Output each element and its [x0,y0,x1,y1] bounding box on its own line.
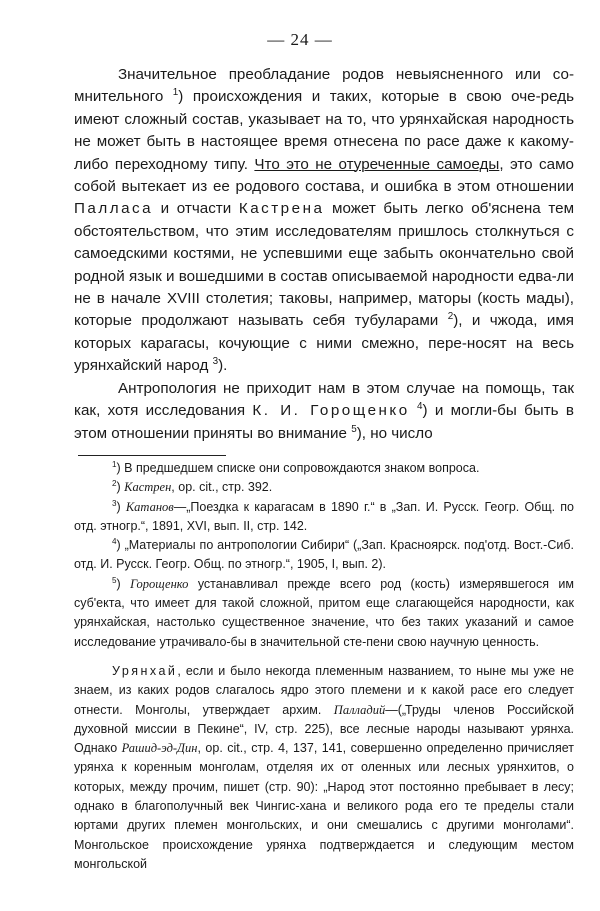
footnote-4-mark: 4 [112,537,117,547]
footnote-ref-5: 5 [351,423,357,435]
footnote-3-text: —„Поездка к карагасам в 1890 г.“ в „Зап. И. Русск. Геогр. Общ. по отд. этногр.“, 1891, XVI, вып. II, стр. 142. [74,499,575,533]
p1-text-f: может быть легко об'яснена тем обстоятельством, что этим исследователям пришлось столкнуться с самоедскими костями, не успевшими еще забыть окончательно свой родной язык и вошедшими в состав описываемой народности едва-ли не в начале XVIII столетия; таковы, например, маторы (кость мады), которые продолжают называть себя тубуларами [74,200,575,330]
p1-text-g: ), и чжода, имя которых карагасы, кочующие с ними смежно, пере-носят на весь урянхайский народ [74,312,574,375]
p1-text-h: ). [218,357,228,375]
footnote-5-mark: 5 [112,575,117,585]
p1-text-e: и отчасти [153,200,239,218]
paragraph-1 [74,64,574,378]
footnote-5-text: устанавливал прежде всего род (кость) измерявшегося им суб'екта, что имеет для такой сложной, притом еще слагающейся народности, как урянхайская, настолько существенное значение, что без таких указаний и самое исследование утрачивало-бы в значительной сте-пени свою научную ценность. [74,576,574,649]
cont-text-c: , op. cit., стр. 4, 137, 141, совершенно определенно причисляет урянха к коренным монголам, отделяя их от оленных или лесных урянхитов, о которых, между прочим, пишет (стр. 90): „Народ этот постоянно пребывает в лесу; однако в благополучный век Чингис-хана и великого рода его те пределы стали юртами других племен монгольских, и они смешались с другими монголами“. Монгольское происхождение урянха подтверждается и следующим местом монгольской [74,741,574,871]
footnote-ref-3: 3 [212,356,219,368]
footnote-2-mark: 2 [112,479,117,489]
p1-text-d: , это само собой вытекает из ее родового состава, и ошибка в этом отношении [74,155,574,196]
p2-text-b: ) и могли-бы быть в этом отношении приняты во внимание [74,402,574,442]
footnote-ref-4: 4 [417,401,423,413]
footnote-divider [78,455,226,456]
footnote-2-author: Кастрен [124,480,172,495]
footnote-2-text: , op. cit., стр. 392. [171,480,273,495]
footnote-3-author: Катанов [125,499,174,514]
footnote-3: $^3$) Катанов—„Поездка к карагасам в 1890 г.“ в „Зап. И. Русск. Геогр. Общ. по отд. этногр.“, 1891, XVI, вып. II, стр. 142. [74,498,575,533]
paragraph-2 [74,378,574,445]
name-goroshchenko: К. И. Горощенко [252,402,410,420]
p1-text-a: Значительное преобладание родов невыясненного или со-мнительного [74,66,574,106]
footnote-2: $^2$) Кастрен, op. cit., стр. 392. [112,479,273,495]
footnote-1-mark: 1 [112,459,117,469]
footnote-ref-1: 1 [172,87,179,99]
cont-text-b: —(„Труды членов Российской духовной миссии в Пекине“, IV, стр. 225), все лесные народы называют урянха. Однако [74,702,574,756]
footnote-1-text: ) В предшедшем списке они сопровождаются знаком вопроса. [116,461,480,475]
main-text [74,64,574,445]
name-rashid: Рашид-эд-Дин [121,741,198,756]
name-kastren: Кастрена [238,200,325,218]
term-urianhai: Урянхай [112,663,178,678]
name-pallas: Палласа [74,200,154,218]
footnote-ref-2: 2 [447,311,454,323]
footnote-continuation [74,662,574,874]
footnote-5: $^5$) Горощенко устанавливал прежде всего род (кость) измерявшегося им суб'екта, что имеет для такой сложной, притом еще слагающейся народности, как урянхайская, настолько существенное значение, что без таких указаний и самое исследование утрачивало-бы в значительной сте-пени свою научную ценность. [74,575,574,649]
p2-text-c: ), но число [356,424,433,442]
footnote-5-author: Горощенко [130,576,189,591]
page-number: — 24 — [267,30,333,49]
p2-text-a: Антропология не приходит нам в этом случае на помощь, так как, хотя исследования [74,379,574,420]
cont-text-a: , если и было некогда племенным названием, то ныне мы уже не знаем, из каких родов слагалось ядро этого племени и к какой расе его следует отнести. Монголы, утверждает архим. [74,663,574,717]
footnote-1 [74,459,574,478]
footnote-4 [74,536,574,575]
footnote-3-mark: 3 [112,498,117,508]
p1-text-b: ) происхождения и таких, которые в свою оче-редь имеют сложный состав, указывает на то, что урянхайская народность не может быть в настоящее время отнесена по расе даже к какому-либо переходному типу. [74,88,574,173]
footnotes [74,459,574,874]
name-palladiy: Палладий [333,702,386,717]
p1-underlined-phrase: Что это не отуреченные самоеды [254,155,500,173]
footnote-4-text: ) „Материалы по антропологии Сибири“ („Зап. Красноярск. под'отд. Вост.-Сиб. отд. И. Русск. Геогр. Общ. по этногр.“, 1905, I, вып. 2). [74,538,574,572]
